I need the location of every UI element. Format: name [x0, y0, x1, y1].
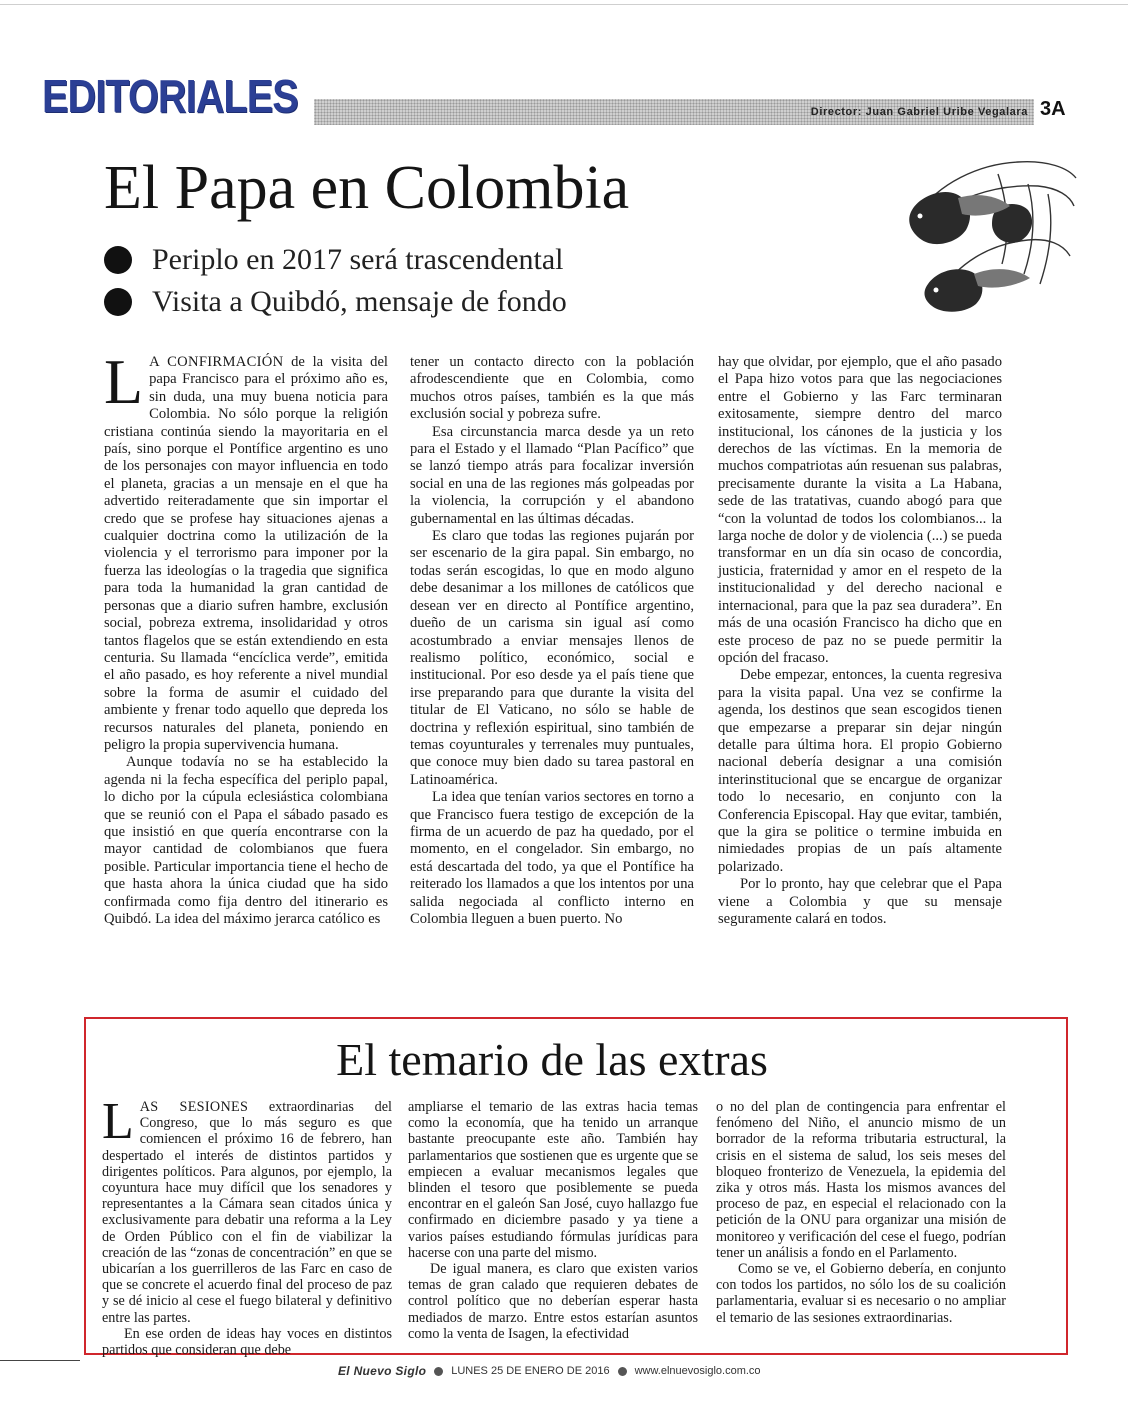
lead-in: AS SESIONES — [139, 1099, 249, 1115]
paragraph: Como se ve, el Gobierno debería, en conjunto con todos los partidos, no sólo los de su coalición parlamentaria, evaluar si es necesario o no ampliar el temario de las sesiones extraordinarias. — [716, 1261, 1006, 1326]
paragraph: Por lo pronto, hay que celebrar que el Papa viene a Colombia y que su mensaje seguramente calará en todos. — [718, 876, 1002, 927]
editorial1-column-3 — [718, 354, 1002, 928]
editorial2-headline: El temario de las extras — [336, 1034, 768, 1085]
paragraph: Aunque todavía no se ha establecido la agenda ni la fecha específica del periplo papal, lo dicho por la cúpula eclesiástica colombiana que se reunió con el Papa el sábado pasado es que insistió en que quería encontrarse con la mayor cantidad de colombianos que fuera posible. Particular importancia tiene el hecho de que hasta ahora la única ciudad que ha sido confirmada como fija dentro del itinerario es Quibdó. La idea del máximo jerarca católico es — [104, 754, 388, 927]
paragraph: Esa circunstancia marca desde ya un reto para el Estado y el llamado “Plan Pacífico” que se lanzó tiempo atrás para focalizar inversión social en una de las regiones más golpeadas por la violencia, la corrupción y el abandono gubernamental en las últimas décadas. — [410, 423, 694, 527]
editorial2-column-3 — [716, 1099, 1006, 1326]
horse-illustration-icon — [898, 144, 1080, 320]
paragraph: En ese orden de ideas hay voces en distintos partidos que consideran que debe — [102, 1325, 392, 1359]
drop-cap: L — [104, 346, 144, 417]
footer-url[interactable]: www.elnuevosiglo.com.co — [634, 1365, 761, 1377]
paragraph — [102, 1093, 392, 1326]
subheading-text: Periplo en 2017 será trascendental — [152, 243, 564, 276]
editorial2-column-2 — [408, 1099, 698, 1342]
paragraph: Es claro que todas las regiones pujarán por ser escenario de la gira papal. Sin embargo, no todas serán escogidas, lo que en modo alguno debe desanimar a los millones de católicos que desean ver en directo al Pontífice argentino, dueño de un carisma sin igual así como acostumbrado a enviar mensajes llenos de realismo político, económico, social e institucional. Por eso desde ya el país tiene que irse preparando para que durante la visita del titular de El Vaticano, no sólo se hable de doctrina y reflexión espiritual, sino también de temas coyunturales y terrenales muy puntuales, que conoce muy bien dado su tarea pastoral en Latinoamérica. — [410, 528, 694, 788]
paragraph: tener un contacto directo con la población afrodescendiente que en Colombia, como muchos otros países, también es la que más exclusión social y pobreza sufre. — [410, 354, 694, 423]
director-credit: Director: Juan Gabriel Uribe Vegalara — [810, 106, 1028, 118]
footer-brand: El Nuevo Siglo — [338, 1364, 427, 1378]
footer-rule — [0, 1360, 80, 1361]
footer — [338, 1364, 761, 1378]
drop-cap: L — [102, 1093, 134, 1150]
section-title: EDITORIALES — [42, 70, 298, 122]
paragraph-text: extraordinarias del Congreso, que lo más seguro es que comiencen el próximo 16 de febrero, han despertado el interés de distintos partidos y dirigentes políticos. Para algunos, por ejemplo, la coyuntura hace muy difícil que los senadores y representantes a la Cámara sean citados única y exclusivamente para debatir una reforma a la Ley de Orden Público con el fin de viabilizar la creación de las “zonas de concentración” en que se ubicarían a los guerrilleros de las Farc en caso de que se concrete el acuerdo final del proceso de paz y se dé inicio al cese el fuego bilateral y definitivo entre las partes. — [102, 1099, 392, 1326]
paragraph: La idea que tenían varios sectores en torno a que Francisco fuera testigo de excepción de la firma de un acuerdo de paz ha quedado, por el momento, en el congelador. Sin embargo, no está descartada del todo, ya que el Pontífice ha reiterado los llamados a que los intentos por una salida negociada al conflicto interno en Colombia lleguen a buen puerto. No — [410, 789, 694, 927]
editorial2-content — [84, 1017, 1068, 1359]
subheading-bullet-2 — [104, 280, 567, 324]
top-crop-line — [0, 4, 1128, 5]
editorial2-column-1 — [102, 1093, 392, 1359]
paragraph: Debe empezar, entonces, la cuenta regresiva para la visita papal. Una vez se confirme la agenda, los destinos que sean escogidos tienen que empezarse a preparar sin dejar ningún detalle para última hora. El propio Gobierno nacional debería designar a una comisión interinstitucional que se encargue de organizar todo lo necesario, en conjunto con la Conferencia Episcopal. Hay que evitar, también, que la gira se politice o termine imbuida en nimiedades propias de un país altamente polarizado. — [718, 667, 1002, 875]
footer-date: LUNES 25 DE ENERO DE 2016 — [451, 1365, 610, 1377]
paragraph: o no del plan de contingencia para enfrentar el fenómeno del Niño, el anuncio mismo de un borrador de la reforma tributaria estructural, la crisis en el sistema de salud, los seis meses del bloqueo fronterizo de Venezuela, la epidemia del zika y otros más. Hasta los mismos avances del proceso de paz, en especial el relacionado con la petición de la ONU para organizar una misión de monitoreo y verificación del cese el fuego, podrían tener un análisis a fondo en el Parlamento. — [716, 1099, 1006, 1261]
subheading-bullet-1 — [104, 238, 564, 282]
bullet-icon — [104, 246, 132, 274]
bullet-icon — [104, 288, 132, 316]
lead-in: A CONFIRMACIÓN — [149, 354, 284, 370]
editorial-headline: El Papa en Colombia — [104, 154, 630, 222]
page-number: 3A — [1040, 98, 1066, 120]
bullet-separator-icon — [618, 1367, 627, 1376]
paragraph: De igual manera, es claro que existen varios temas de gran calado que requieren debates de control político que no deberían esperar hasta mediados de marzo. Entre estos estarían asuntos como la venta de Isagen, la efectividad — [408, 1261, 698, 1342]
paragraph — [104, 346, 388, 754]
paragraph: ampliarse el temario de las extras hacia temas como la economía, que ha tenido un arranque bastante preocupante este año. También hay parlamentarios que sostienen que es urgente que se empiecen a evaluar mecanismos legales que blinden el tesoro que posiblemente se pueda encontrar en el galeón San José, cuyo hallazgo fue confirmado en diciembre pasado y ya tiene a varios países estudiando fórmulas jurídicas para hacerse con una parte del mismo. — [408, 1099, 698, 1261]
subheading-text: Visita a Quibdó, mensaje de fondo — [152, 285, 567, 318]
editorial1-column-2 — [410, 354, 694, 928]
paragraph-text: de la visita del papa Francisco para el próximo año es, sin duda, una muy buena noticia para Colombia. No sólo porque la religión cristiana continúa siendo la mayoritaria en el país, sino porque el Pontífice argentino es uno de los personajes con mayor influencia en todo el planeta, gracias a un mensaje en el que ha advertido reiteradamente que sin importar el credo que se profese hay situaciones ajenas a cualquier doctrina como la utilización de la violencia y el terrorismo para imponer por la fuerza las ideologías o la tragedia que significa para toda la humanidad la gran cantidad de personas que a diario sufren hambre, exclusión social, pobreza extrema, insolidaridad y otros tantos flagelos que se están extendiendo en esta centuria. Su llamada “encíclica verde”, emitida el año pasado, es hoy referente a nivel mundial sobre la forma de asumir el cuidado del ambiente y frenar todo aquello que depreda los recursos naturales del planeta, poniendo en peligro la propia supervivencia humana. — [104, 354, 388, 753]
paragraph: hay que olvidar, por ejemplo, que el año pasado el Papa hizo votos para que las negociaciones entre el Gobierno y las Farc terminaran exitosamente, siempre dentro del marco institucional, los cánones de la justicia y los derechos de las víctimas. En la memoria de muchos compatriotas aún resuenan sus palabras, precisamente durante la visita a La Habana, sede de las tratativas, cuando abogó para que “con la voluntad de todos los colombianos... la larga noche de dolor y de violencia (...) se pueda transformar en un día sin ocaso de concordia, justicia, fraternidad y amor en el respeto de la institucionalidad y del derecho nacional e internacional, para que la paz sea duradera”. En más de una ocasión Francisco ha dicho que en este proceso de paz no se puede permitir la opción del fracaso. — [718, 354, 1002, 666]
bullet-separator-icon — [434, 1367, 443, 1376]
editorial1-column-1 — [104, 346, 388, 928]
